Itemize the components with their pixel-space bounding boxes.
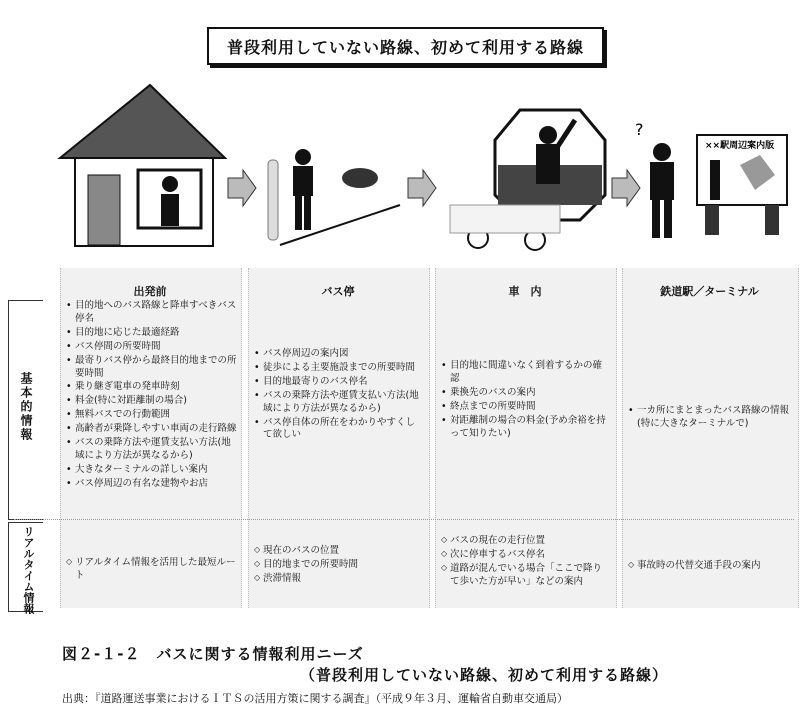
list-item: • 高齢者が乗降しやすい車両の走行路線 xyxy=(66,423,238,436)
list-item: • 徒歩による主要施設までの所要時間 xyxy=(254,362,424,375)
list-item: • バスの乗降方法や運賃支払い方法(地域により方法が異なるから) xyxy=(254,390,424,416)
list-item: • 乗換先のバスの案内 xyxy=(441,387,611,400)
bus-stop-person-icon xyxy=(268,149,400,245)
signboard-label: ××駅周辺案内版 xyxy=(705,141,775,151)
list-item: • 対距離制の場合の料金(予め余裕を持って知りたい) xyxy=(441,415,611,441)
list-item: • 最寄りバス停から最終目的地までの所要時間 xyxy=(66,355,238,381)
list-item: • バスの乗降方法や運賃支払い方法(地域により方法が異なるから) xyxy=(66,437,238,463)
list-item: ◇ 目的地までの所要時間 xyxy=(254,559,424,572)
list-item: • 大きなターミナルの詳しい案内 xyxy=(66,464,238,477)
realtime-bus-stop-list xyxy=(254,545,424,587)
house-icon xyxy=(60,85,225,246)
list-item: • 終点までの所要時間 xyxy=(441,401,611,414)
list-item: • 乗り継ぎ電車の発車時刻 xyxy=(66,381,238,394)
column-bg-station xyxy=(622,268,799,608)
column-header-before: 出発前 xyxy=(133,285,167,298)
list-item: • バス停周辺の有名な建物やお店 xyxy=(66,478,238,491)
column-header-bus-stop: バス停 xyxy=(321,285,355,298)
list-item: • 目的地に応じた最適経路 xyxy=(66,327,238,340)
column-header-station: 鉄道駅／ターミナル xyxy=(660,285,759,298)
list-item: ◇ 道路が混んでいる場合「ここで降りて歩いた方が早い」などの案内 xyxy=(441,563,611,589)
diagram-title: 普段利用していない路線、初めて利用する路線 xyxy=(207,27,604,65)
list-item: • 目的地に間違いなく到着するかの確認 xyxy=(441,360,611,386)
row-label-basic: 基本的情報 xyxy=(19,372,33,442)
realtime-before-list xyxy=(66,557,238,584)
arrow-icon xyxy=(612,170,640,206)
realtime-in-bus-list xyxy=(441,535,611,590)
row-divider xyxy=(14,519,794,520)
arrow-icon xyxy=(408,170,436,206)
list-item: ◇ 現在のバスの位置 xyxy=(254,545,424,558)
illustration-strip xyxy=(0,80,800,280)
row-label-realtime: リアルタイム情報 xyxy=(22,526,35,614)
list-item: ◇ リアルタイム情報を活用した最短ルート xyxy=(66,557,238,583)
in-bus-scene-icon xyxy=(450,110,605,250)
list-item: • バス停自体の所在をわかりやすくして欲しい xyxy=(254,417,424,443)
figure-caption-subtitle: （普段利用していない路線、初めて利用する路線） xyxy=(300,666,669,684)
list-item: • 無料バスでの行動範囲 xyxy=(66,409,238,422)
station-person-icon xyxy=(635,120,674,238)
basic-bus-stop-list xyxy=(254,348,424,443)
list-item: • 目的地最寄りのバス停名 xyxy=(254,376,424,389)
column-header-in-bus: 車 内 xyxy=(508,285,542,298)
signboard-icon xyxy=(697,135,787,235)
arrow-icon xyxy=(228,170,256,206)
basic-in-bus-list xyxy=(441,360,611,441)
list-item: ◇ 事故時の代替交通手段の案内 xyxy=(628,560,793,573)
basic-before-list xyxy=(66,300,238,492)
list-item: • 料金(特に対距離制の場合) xyxy=(66,395,238,408)
list-item: • 一カ所にまとまったバス路線の情報(特に大きなターミナルで) xyxy=(628,405,793,431)
svg-text:?: ? xyxy=(635,120,644,139)
source-citation: 出典：『道路運送事業におけるＩＴＳの活用方策に関する調査』（平成９年３月、運輸省自動車交通局） xyxy=(62,692,568,705)
list-item: ◇ 次に停車するバス停名 xyxy=(441,549,611,562)
list-item: • 目的地へのバス路線と降車すべきバス停名 xyxy=(66,300,238,326)
basic-station-list xyxy=(628,405,793,432)
list-item: • バス停周辺の案内図 xyxy=(254,348,424,361)
list-item: • バス停間の所要時間 xyxy=(66,341,238,354)
list-item: ◇ 渋滞情報 xyxy=(254,573,424,586)
list-item: ◇ バスの現在の走行位置 xyxy=(441,535,611,548)
realtime-station-list xyxy=(628,560,793,574)
figure-caption: 図２-１-２ バスに関する情報利用ニーズ xyxy=(62,645,364,663)
